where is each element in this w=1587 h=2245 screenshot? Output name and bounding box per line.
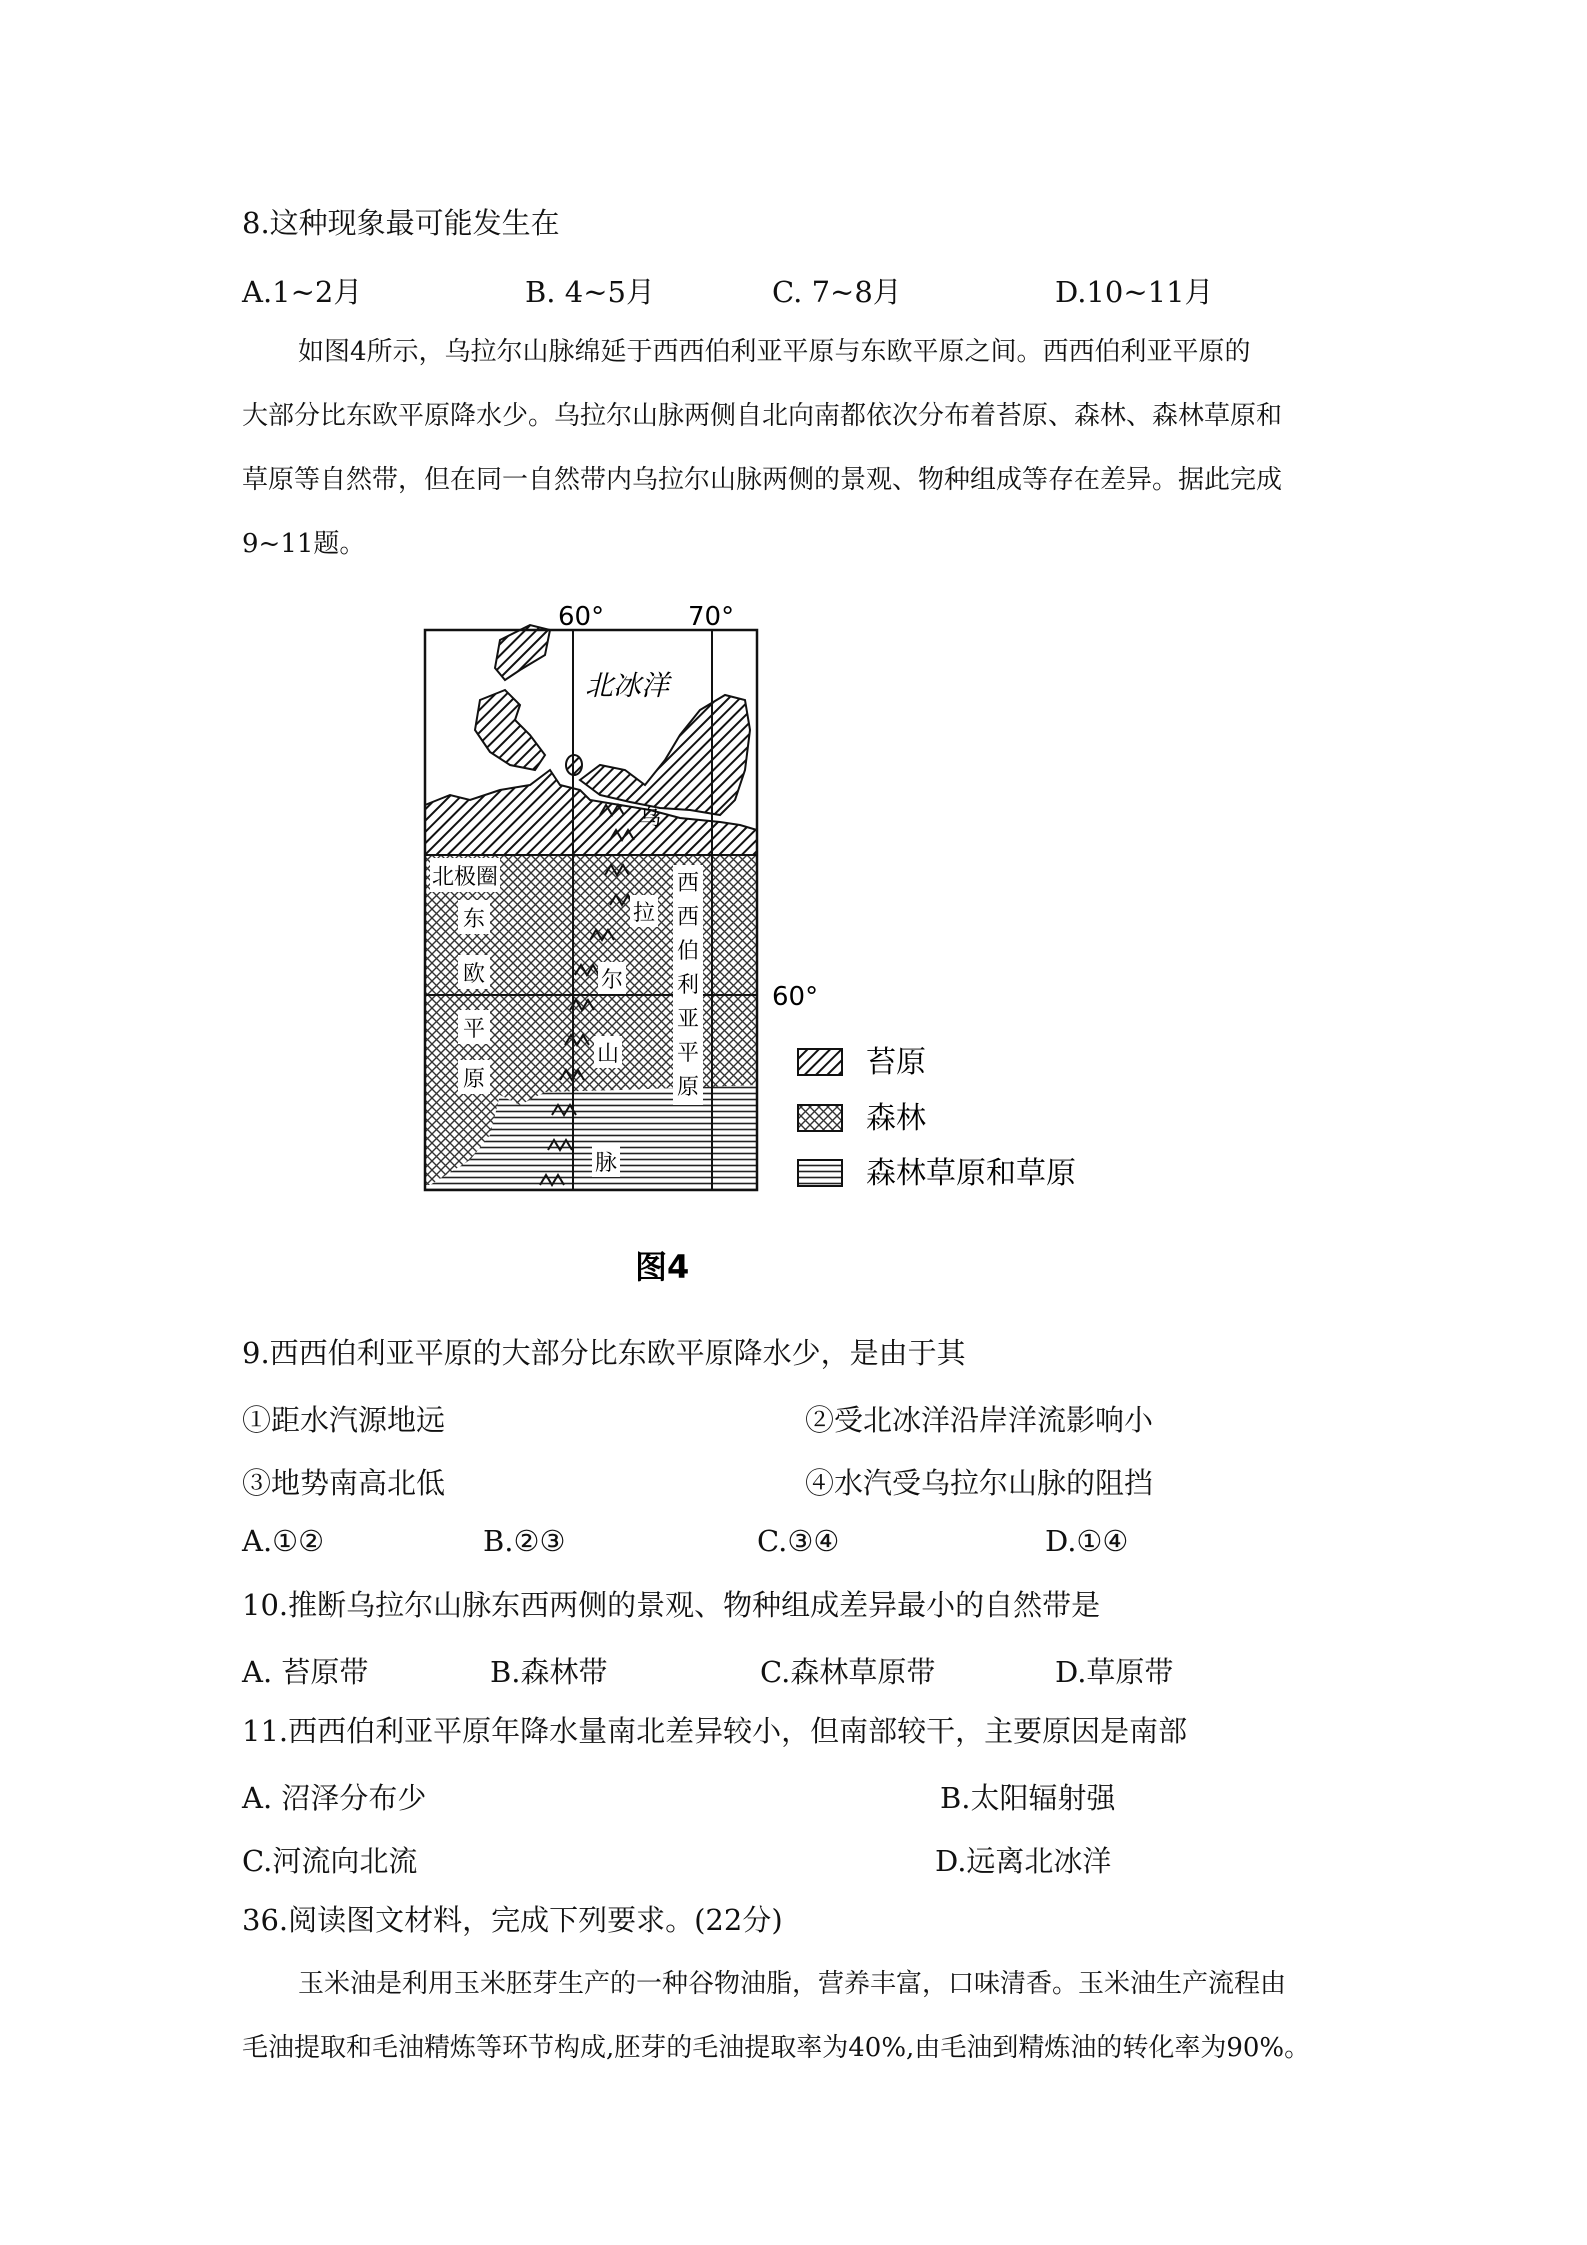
passage-line-2: 大部分比东欧平原降水少。乌拉尔山脉两侧自北向南都依次分布着苔原、森林、森林草原和 (242, 401, 1283, 431)
q36-line-2: 毛油提取和毛油精炼等环节构成,胚芽的毛油提取率为40%,由毛油到精炼油的转化率为90%。 (242, 2033, 1311, 2063)
west-plain-char-3: 伯 (676, 939, 700, 964)
west-plain-char-5: 亚 (676, 1007, 700, 1032)
q9-item-2: ②受北冰洋沿岸洋流影响小 (805, 1403, 1154, 1437)
q9-stem: 9.西西伯利亚平原的大部分比东欧平原降水少，是由于其 (242, 1336, 966, 1370)
q11-option-d: D.远离北冰洋 (935, 1844, 1112, 1878)
arctic-circle-label: 北极圈 (431, 865, 499, 890)
east-plain-char-2: 欧 (462, 962, 486, 987)
q8-option-c: C. 7~8月 (772, 275, 902, 309)
q36-stem: 36.阅读图文材料，完成下列要求。(22分) (242, 1903, 783, 1937)
ocean-label: 北冰洋 (585, 669, 670, 702)
east-plain-char-4: 原 (462, 1067, 486, 1092)
east-plain-char-3: 平 (462, 1017, 486, 1042)
q9-option-c: C.③④ (757, 1524, 840, 1558)
q9-option-b: B.②③ (483, 1524, 566, 1558)
map-legend (798, 1045, 1076, 1191)
ural-char-3: 尔 (600, 968, 624, 993)
q36-material (242, 1952, 1352, 2080)
q11-option-b: B.太阳辐射强 (940, 1781, 1116, 1815)
q8-stem: 8.这种现象最可能发生在 (242, 206, 560, 240)
legend-forest-swatch (798, 1105, 842, 1131)
q10-option-a: A. 苔原带 (242, 1655, 369, 1689)
q8-option-d: D.10~11月 (1055, 275, 1214, 309)
legend-tundra-swatch (798, 1049, 842, 1075)
legend-forest-label: 森林 (866, 1101, 926, 1136)
ural-char-4: 山 (596, 1042, 620, 1067)
q9-item-1: ①距水汽源地远 (242, 1403, 446, 1437)
tundra-peninsula (580, 695, 750, 815)
figure-caption: 图4 (635, 1248, 690, 1286)
q9-item-3: ③地势南高北低 (242, 1466, 446, 1500)
west-plain-char-7: 原 (676, 1075, 700, 1100)
q11-stem: 11.西西伯利亚平原年降水量南北差异较小，但南部较干，主要原因是南部 (242, 1714, 1188, 1748)
q36-line-1: 玉米油是利用玉米胚芽生产的一种谷物油脂，营养丰富，口味清香。玉米油生产流程由 (298, 1969, 1287, 1999)
tundra-island-2 (475, 690, 545, 770)
tundra-island-1 (495, 625, 550, 680)
legend-tundra-label: 苔原 (866, 1045, 926, 1080)
ural-char-2: 拉 (632, 901, 656, 926)
q10-option-d: D.草原带 (1055, 1655, 1174, 1689)
passage-line-4: 9~11题。 (242, 529, 366, 559)
east-plain-char-1: 东 (462, 907, 486, 932)
west-plain-char-2: 西 (676, 905, 700, 930)
q9-option-a: A.①② (242, 1524, 325, 1558)
q10-option-b: B.森林带 (490, 1655, 608, 1689)
q8-option-b: B. 4~5月 (525, 275, 655, 309)
west-plain-char-4: 利 (676, 973, 700, 998)
legend-steppe-label: 森林草原和草原 (866, 1156, 1076, 1191)
lat-60-label: 60° (772, 982, 819, 1012)
lon-70-label: 70° (688, 602, 735, 632)
q10-option-c: C.森林草原带 (760, 1655, 936, 1689)
q11-option-a: A. 沼泽分布少 (242, 1781, 427, 1815)
passage-line-1: 如图4所示，乌拉尔山脉绵延于西西伯利亚平原与东欧平原之间。西西伯利亚平原的 (298, 337, 1251, 367)
q10-stem: 10.推断乌拉尔山脉东西两侧的景观、物种组成差异最小的自然带是 (242, 1588, 1101, 1622)
ural-char-5: 脉 (594, 1151, 618, 1176)
ural-char-1: 乌 (638, 806, 662, 831)
west-plain-char-6: 平 (676, 1041, 700, 1066)
lon-60-label: 60° (558, 602, 605, 632)
legend-steppe-swatch (798, 1160, 842, 1186)
q9-option-d: D.①④ (1045, 1524, 1129, 1558)
passage-line-3: 草原等自然带，但在同一自然带内乌拉尔山脉两侧的景观、物种组成等存在差异。据此完成 (242, 465, 1283, 495)
q9-item-4: ④水汽受乌拉尔山脉的阻挡 (805, 1466, 1154, 1500)
q11-option-c: C.河流向北流 (242, 1844, 418, 1878)
q8-option-a: A.1~2月 (242, 275, 363, 309)
west-plain-char-1: 西 (676, 871, 700, 896)
